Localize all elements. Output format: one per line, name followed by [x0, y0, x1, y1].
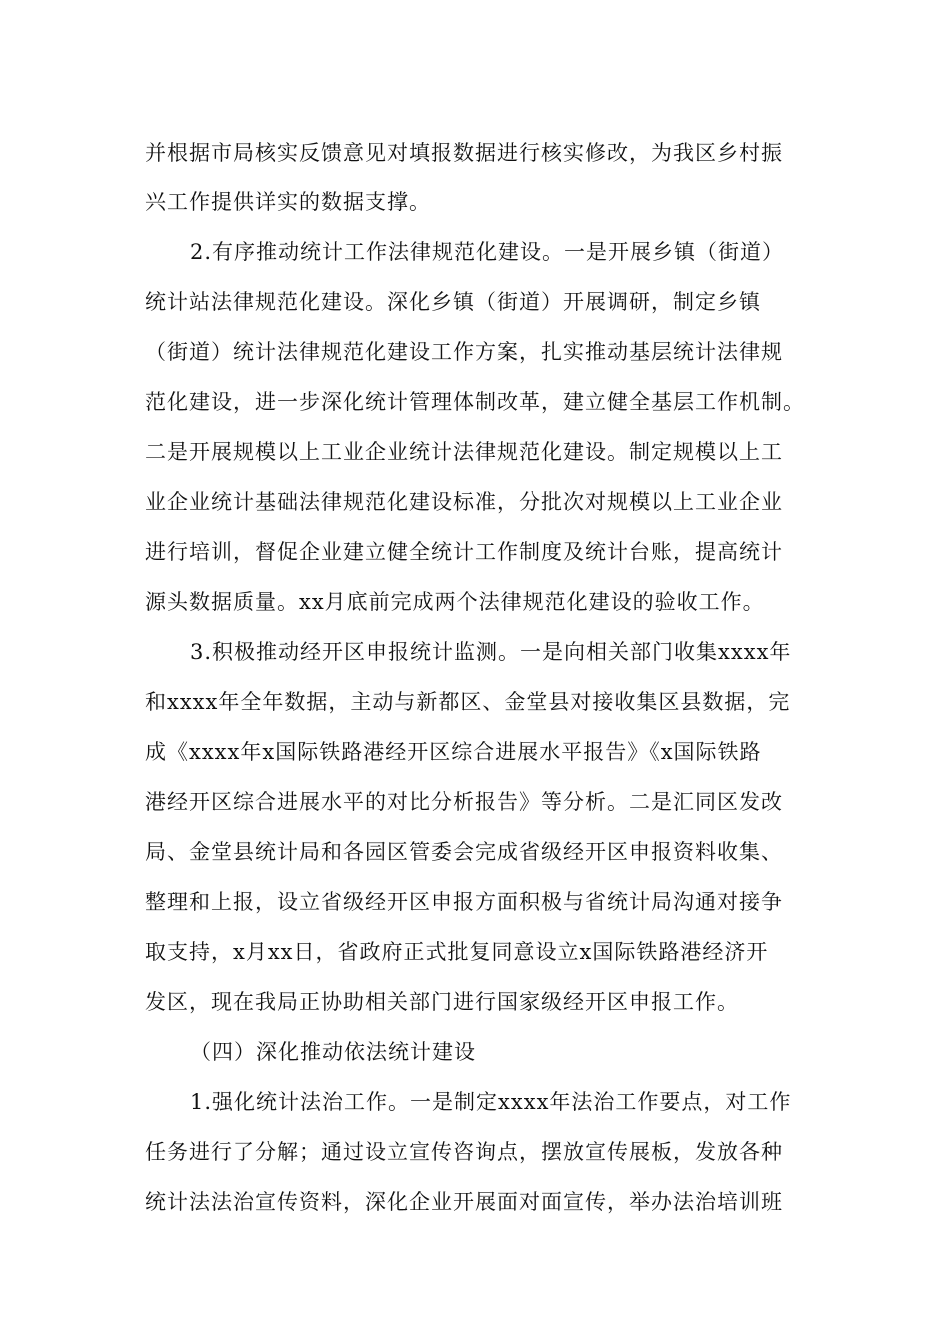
text-line: 成《xxxx年x国际铁路港经开区综合进展水平报告》《x国际铁路	[145, 740, 762, 764]
text-line: 发区，现在我局正协助相关部门进行国家级经开区申报工作。	[145, 990, 739, 1014]
text-line: 统计站法律规范化建设。深化乡镇（街道）开展调研，制定乡镇	[145, 290, 761, 314]
section-heading: （四）深化推动依法统计建设	[190, 1040, 476, 1064]
text-line: （街道）统计法律规范化建设工作方案，扎实推动基层统计法律规	[145, 340, 783, 364]
text-line: 1.强化统计法治工作。一是制定xxxx年法治工作要点，对工作	[190, 1090, 792, 1114]
text-line: 局、金堂县统计局和各园区管委会完成省级经开区申报资料收集、	[145, 840, 783, 864]
text-line: 二是开展规模以上工业企业统计法律规范化建设。制定规模以上工	[145, 440, 783, 464]
text-line: 和xxxx年全年数据，主动与新都区、金堂县对接收集区县数据，完	[145, 690, 791, 714]
text-line: 任务进行了分解；通过设立宣传咨询点，摆放宣传展板，发放各种	[145, 1140, 783, 1164]
text-line: 兴工作提供详实的数据支撑。	[145, 190, 431, 214]
text-line: 统计法法治宣传资料，深化企业开展面对面宣传，举办法治培训班	[145, 1190, 783, 1214]
text-line: 进行培训，督促企业建立健全统计工作制度及统计台账，提高统计	[145, 540, 783, 564]
text-line: 港经开区综合进展水平的对比分析报告》等分析。二是汇同区发改	[145, 790, 783, 814]
text-line: 范化建设，进一步深化统计管理体制改革，建立健全基层工作机制。	[145, 390, 805, 414]
text-line: 整理和上报，设立省级经开区申报方面积极与省统计局沟通对接争	[145, 890, 783, 914]
text-line: 业企业统计基础法律规范化建设标准，分批次对规模以上工业企业	[145, 490, 783, 514]
text-line: 取支持，x月xx日，省政府正式批复同意设立x国际铁路港经济开	[145, 940, 769, 964]
text-line: 2.有序推动统计工作法律规范化建设。一是开展乡镇（街道）	[190, 240, 785, 264]
text-line: 3.积极推动经开区申报统计监测。一是向相关部门收集xxxx年	[190, 640, 792, 664]
text-line: 源头数据质量。xx月底前完成两个法律规范化建设的验收工作。	[145, 590, 765, 614]
text-line: 并根据市局核实反馈意见对填报数据进行核实修改，为我区乡村振	[145, 141, 783, 165]
